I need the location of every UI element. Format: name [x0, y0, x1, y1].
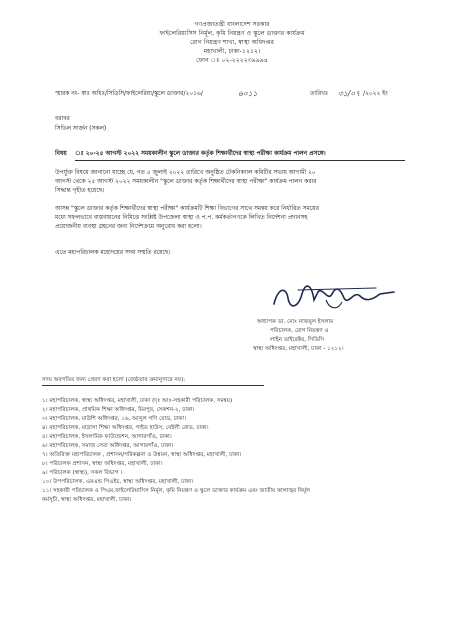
header-line-5: ফোন ঃ ০২-২২২২৩৯৯৯৪ — [196, 57, 268, 64]
distribution-item: ৬। মহাপরিচালক, সমাজ সেবা অধিদপ্তর, আগারগাঁও, ঢাকা। — [42, 443, 174, 449]
distribution-item: ৫। মহাপরিচালক, ইসলামিক ফাউন্ডেশন, আগারগাঁও, ঢাকা। — [42, 434, 172, 440]
distribution-item: ৩। মহাপরিচালক, মাউশি অধিদপ্তর, ১৬, আব্দুল গণি রোড, ঢাকা। — [42, 416, 186, 422]
signatory-name: অধ্যাপক ডা. মোঃ নাজমুল ইসলাম — [257, 319, 334, 325]
distribution-item: কর্মসূচী, স্বাস্থ্য অধিদপ্তর, মহাখালী, ঢাকা। — [42, 497, 132, 503]
distribution-item: ৮। পরিচালক প্রশাসন, স্বাস্থ্য অধিদপ্তর, মহাখালী, ঢাকা। — [42, 461, 163, 467]
recipient-to: বরাবর — [55, 116, 70, 122]
distribution-item: ৭। অতিরিক্ত মহাপরিচালক , প্রশাসন/পরিকল্পনা ও উন্নয়ন, স্বাস্থ্য অধিদপ্তর, মহাখালী, ঢাকা। — [42, 452, 242, 458]
body-p2-line1: আসন্ন "স্কুলে ডাক্তার কর্তৃক শিক্ষার্থীদের স্বাস্থ্য পরীক্ষা" কার্যক্রমটি শিক্ষা বিভাগের সাথে সমন্বয় করে নির্ধারিত সময়ের — [55, 206, 319, 212]
memo-number-handwritten: ৬০১১ — [238, 89, 258, 98]
distribution-item: ১১। সহকারী পরিচালক ও পিএম,ফাইলেরিয়াসিস নির্মূল, কৃমি নিয়ন্ত্রণ ও স্কুলে ডাক্তার কার্যক্রম এবং জাতীয় কালাজ্বর নির্মূল — [42, 488, 311, 494]
signatory-title-1: পরিচালক, রোগ নিয়ন্ত্রণ ও — [270, 328, 329, 334]
body-p2-line3: প্রয়োজনীয় ব্যবস্থা গ্রহনের জন্য নির্দেশক্রমে অনুরোধ করা হলো। — [55, 224, 202, 230]
distribution-heading: সদয় অবগতির জন্য প্রেরণ করা হলো (জেষ্ঠতার ক্রমানুসারে নয়): — [42, 377, 186, 383]
body-p1-line2: আগস্ট থেকে ২৫ আগস্ট ২০২২ সময়কালীন "স্কুলে ডাক্তার কর্তৃক শিক্ষার্থীদের স্বাস্থ্য পরীক্ষা" কার্যক্রম পালন করার — [55, 179, 317, 185]
signatory-title-2: লাইন ডাইরেক্টর, সিডিসি — [270, 337, 325, 343]
date-label: তারিখঃ — [310, 91, 329, 97]
distribution-item: ২। মহাপরিচালক, প্রাথমিক শিক্ষা অধিদপ্তর, মিরপুর, সেকশন-২, ঢাকা। — [42, 407, 195, 413]
header-line-2: ফাইলেরিয়াসিস নির্মূল, কৃমি নিয়ন্ত্রণ ও স্কুলে ডাক্তার কার্যক্রম — [159, 30, 305, 37]
date-handwritten: ৩১/০৭ — [338, 89, 361, 98]
distribution-item: ৯। পরিচালক (স্বাস্থ্য), সকল বিভাগ । — [42, 470, 123, 476]
header-line-4: মহাখালী, ঢাকা-১২১২। — [203, 48, 261, 55]
distribution-item: ১। মহাপরিচালক, স্বাস্থ্য অধিদপ্তর, মহাখালী, ঢাকা (দৃঃ আঃ-সহকারী পরিচালক, সমন্বয়) — [42, 398, 233, 404]
header-line-1: গণপ্রজাতন্ত্রী বাংলাদেশ সরকার — [194, 21, 270, 28]
distribution-heading-underline — [42, 385, 264, 386]
body-p3: এতে মহাপরিচালক মহোদয়ের সদয় সম্মতি রয়েছে। — [55, 250, 171, 256]
body-p2-line2: মধ্যে সফলভাবে বাস্তবায়নের নিমিত্তে সংশ্লিষ্ট উপজেলা স্বাস্থ্য ও প.প. কর্মকর্তাগণকে লিখিত নির্দেশনা প্রদানসহ — [55, 215, 308, 221]
subject-text: ঃ ২০-২৫ আগস্ট ২০২২ সময়কালীন স্কুলে ডাক্তার কর্তৃক শিক্ষার্থীদের স্বাস্থ্য পরীক্ষা কার্যক্রম পালন প্রসঙ্গে। — [75, 151, 326, 157]
recipient-name: সিভিল সার্জন (সকল) — [55, 126, 107, 132]
signature-image — [268, 282, 400, 314]
memo-reference: স্মারক নং- স্বাঃ অধিঃ/সিডিসি/ফাইলেরিয়া/স্কুলে ডাক্তার/২০১৬/ — [55, 91, 203, 97]
distribution-item: ৪। মহাপরিচালক, মাদ্রাসা শিক্ষা অধিদপ্তর, গাইড হাউস, বেইলী রোড, ঢাকা। — [42, 425, 209, 431]
header-line-3: রোগ নিয়ন্ত্রণ শাখা, স্বাস্থ্য অধিদপ্তর — [190, 39, 274, 46]
body-p1-line1: উপর্যুক্ত বিষয়ে জানানো যাচ্ছে যে, গত ৫ জুলাই ২০২২ তারিখে অনুষ্ঠিত টেকনিক্যাল কমিটির সভায় আগামী ২০ — [55, 170, 316, 176]
body-p1-line3: সিদ্ধান্ত গৃহীত হয়েছে। — [55, 188, 105, 194]
distribution-item: ১০। উপপরিচালক, এমএন্ড পিএইচ, স্বাস্থ্য অধিদপ্তর, মহাখালী, ঢাকা। — [42, 479, 194, 485]
signatory-title-3: স্বাস্থ্য অধিদপ্তর, মহাখালী, ঢাকা - ১২১২। — [253, 346, 344, 352]
date-year: /২০২২ ইং — [363, 91, 388, 97]
subject-label: বিষয় — [55, 151, 67, 157]
subject-underline — [75, 160, 405, 161]
